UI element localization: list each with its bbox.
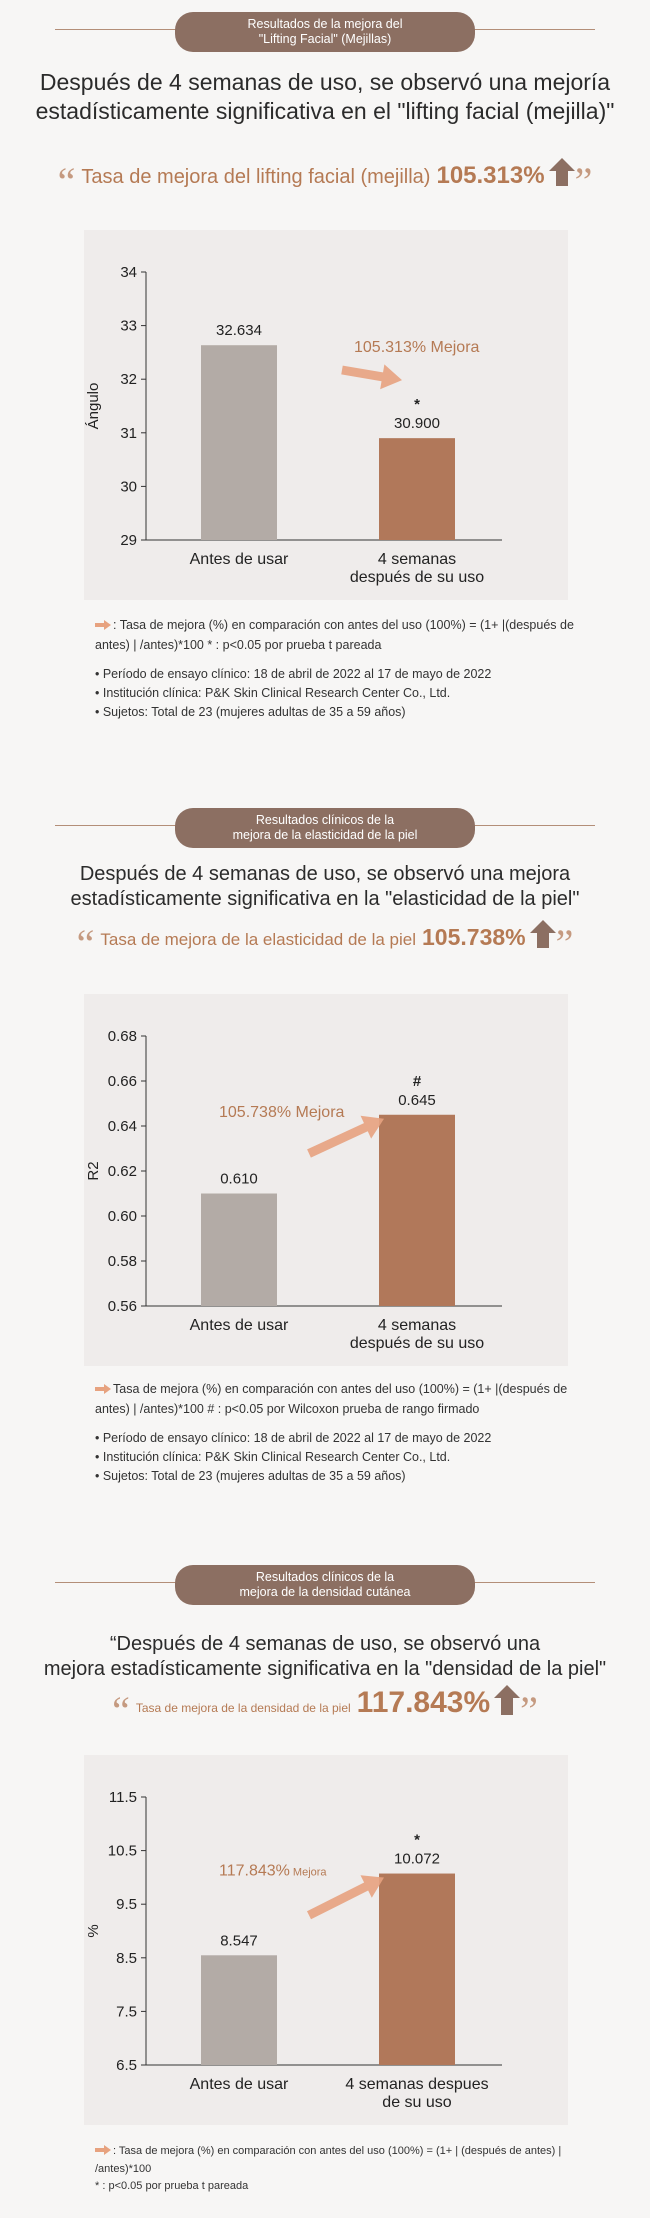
data-label: 8.547 bbox=[220, 1932, 258, 1950]
data-label: 0.610 bbox=[220, 1170, 258, 1188]
y-tick-label: 31 bbox=[120, 424, 137, 442]
x-tick-label: Antes de usar bbox=[189, 2076, 289, 2093]
improvement-rate bbox=[0, 1685, 650, 1734]
chart-notes bbox=[95, 2143, 595, 2195]
bar-chart-elasticity bbox=[84, 994, 568, 1366]
y-tick-label: 10.5 bbox=[107, 1842, 137, 1860]
right-arrow-icon bbox=[95, 1381, 111, 1400]
significance-marker: * bbox=[414, 396, 420, 414]
section-elasticity bbox=[0, 800, 650, 1500]
section-headline: Después de 4 semanas de uso, se observó una mejora estadísticamente significativa en la "elasticidad de la piel" bbox=[70, 863, 580, 910]
y-tick-label: 33 bbox=[120, 317, 137, 335]
y-axis-label: R2 bbox=[85, 1161, 102, 1181]
y-tick-label: 34 bbox=[120, 264, 137, 281]
rate-value: 105.313% bbox=[436, 162, 545, 189]
section-headline: Después de 4 semanas de uso, se observó una mejoría estadísticamente significativa en el "lifting facial (mejilla)" bbox=[35, 69, 615, 124]
note-formula: Tasa de mejora (%) en comparación con antes del uso (100%) = (1+ |(después de antes) | /antes)*100 # : p<0.05 por Wilcoxon prueba de rango firmado bbox=[95, 1382, 568, 1416]
data-label: 32.634 bbox=[216, 322, 262, 340]
y-tick-label: 32 bbox=[120, 371, 137, 389]
up-arrow-icon bbox=[549, 158, 575, 192]
chart-notes bbox=[95, 1380, 595, 1486]
note-subjects: • Sujetos: Total de 23 (mujeres adultas de 35 a 59 años) bbox=[95, 705, 406, 719]
improvement-rate bbox=[0, 920, 650, 967]
rate-value: 105.738% bbox=[422, 924, 526, 950]
bar-before bbox=[201, 345, 277, 540]
section-headline: “Después de 4 semanas de uso, se observó una mejora estadísticamente significativa en la "densidad de la piel" bbox=[43, 1633, 607, 1680]
close-quote: ” bbox=[574, 159, 593, 204]
significance-marker: * bbox=[414, 1831, 420, 1849]
close-quote: ” bbox=[520, 1688, 538, 1733]
note-significance: * : p<0.05 por prueba t pareada bbox=[95, 2180, 249, 2192]
section-banner: Resultados de la mejora del "Lifting Facial" (Mejillas) bbox=[175, 12, 475, 52]
annotation-text: Mejora bbox=[291, 1103, 345, 1121]
y-tick-label: 0.58 bbox=[107, 1253, 137, 1270]
y-tick-label: 9.5 bbox=[116, 1896, 137, 1914]
y-tick-label: 6.5 bbox=[116, 2057, 137, 2074]
section-banner: Resultados clínicos de la mejora de la densidad cutánea bbox=[175, 1565, 475, 1605]
open-quote: “ bbox=[57, 159, 76, 204]
note-subjects: • Sujetos: Total de 23 (mujeres adultas de 35 a 59 años) bbox=[95, 1469, 406, 1483]
up-arrow-icon bbox=[494, 1685, 520, 1718]
x-tick-label: de su uso bbox=[382, 2094, 452, 2111]
open-quote: “ bbox=[76, 921, 95, 966]
chart-notes bbox=[95, 616, 595, 722]
y-tick-label: 0.68 bbox=[107, 1028, 137, 1045]
y-tick-label: 0.66 bbox=[107, 1073, 137, 1090]
note-institution: • Institución clínica: P&K Skin Clinical Research Center Co., Ltd. bbox=[95, 686, 451, 700]
x-tick-label: Antes de usar bbox=[189, 551, 289, 568]
right-arrow-icon bbox=[95, 2144, 111, 2161]
note-institution: • Institución clínica: P&K Skin Clinical Research Center Co., Ltd. bbox=[95, 1450, 451, 1464]
arrow-shape bbox=[340, 358, 404, 393]
rate-value: 117.843% bbox=[356, 1686, 491, 1719]
chart-panel bbox=[84, 230, 568, 600]
x-tick-label: 4 semanas bbox=[377, 1317, 457, 1334]
improvement-rate bbox=[0, 158, 650, 205]
y-tick-label: 11.5 bbox=[108, 1789, 137, 1806]
right-arrow-icon bbox=[95, 617, 111, 636]
improvement-arrow bbox=[340, 358, 404, 393]
x-tick-label: después de su uso bbox=[349, 1335, 485, 1352]
note-period: • Período de ensayo clínico: 18 de abril de 2022 al 17 de mayo de 2022 bbox=[95, 1431, 492, 1445]
annotation-value: 105.313% bbox=[354, 339, 427, 356]
y-tick-label: 0.62 bbox=[107, 1163, 137, 1180]
note-formula: : Tasa de mejora (%) en comparación con antes del uso (100%) = (1+ |(después de antes) | /antes)*100 * : p<0.05 por prueba t pareada bbox=[95, 618, 574, 652]
note-formula: : Tasa de mejora (%) en comparación con antes del uso (100%) = (1+ | (después de antes) | /antes)*100 bbox=[95, 2145, 562, 2175]
y-tick-label: 8.5 bbox=[116, 1949, 137, 1967]
rate-label: Tasa de mejora del lifting facial (mejilla) bbox=[81, 166, 431, 188]
x-tick-label: 4 semanas despues bbox=[345, 2076, 489, 2093]
chart-panel bbox=[84, 994, 568, 1366]
annotation-value: 105.738% bbox=[219, 1103, 292, 1121]
section-density bbox=[0, 1555, 650, 2218]
x-tick-label: Antes de usar bbox=[189, 1317, 289, 1334]
bar-after bbox=[379, 1874, 455, 2065]
annotation-text: Mejora bbox=[426, 339, 480, 356]
improvement-annotation bbox=[219, 1104, 345, 1121]
chart-panel bbox=[84, 1755, 568, 2125]
y-tick-label: 29 bbox=[120, 532, 137, 549]
annotation-value: 117.843% bbox=[219, 1862, 290, 1880]
y-tick-label: 0.56 bbox=[107, 1298, 137, 1315]
x-tick-label: después de su uso bbox=[349, 569, 485, 586]
section-lifting bbox=[0, 0, 650, 740]
bar-before bbox=[201, 1194, 277, 1307]
bar-chart-density bbox=[84, 1755, 568, 2125]
open-quote: “ bbox=[112, 1688, 130, 1733]
bar-after bbox=[379, 1115, 455, 1306]
x-tick-label: 4 semanas bbox=[377, 551, 457, 568]
up-arrow-icon bbox=[530, 920, 556, 953]
y-tick-label: 0.64 bbox=[107, 1118, 137, 1135]
improvement-annotation bbox=[354, 339, 480, 356]
improvement-annotation bbox=[219, 1863, 327, 1880]
section-banner: Resultados clínicos de la mejora de la elasticidad de la piel bbox=[175, 808, 475, 848]
note-period: • Período de ensayo clínico: 18 de abril de 2022 al 17 de mayo de 2022 bbox=[95, 667, 492, 681]
significance-marker: # bbox=[412, 1072, 422, 1090]
close-quote: ” bbox=[555, 921, 574, 966]
y-axis-label: Ángulo bbox=[85, 382, 102, 430]
data-label: 10.072 bbox=[394, 1850, 440, 1868]
bar-after bbox=[379, 438, 455, 540]
y-axis-label: % bbox=[85, 1924, 102, 1938]
data-label: 0.645 bbox=[398, 1091, 436, 1109]
annotation-text: Mejora bbox=[289, 1866, 327, 1879]
y-tick-label: 7.5 bbox=[116, 2003, 137, 2021]
y-tick-label: 0.60 bbox=[107, 1208, 137, 1225]
bar-before bbox=[201, 1955, 277, 2065]
y-tick-label: 30 bbox=[120, 478, 137, 496]
rate-label: Tasa de mejora de la elasticidad de la piel bbox=[100, 930, 417, 949]
rate-label: Tasa de mejora de la densidad de la piel bbox=[135, 1701, 351, 1715]
bar-chart-lifting bbox=[84, 230, 568, 600]
data-label: 30.900 bbox=[394, 415, 440, 433]
